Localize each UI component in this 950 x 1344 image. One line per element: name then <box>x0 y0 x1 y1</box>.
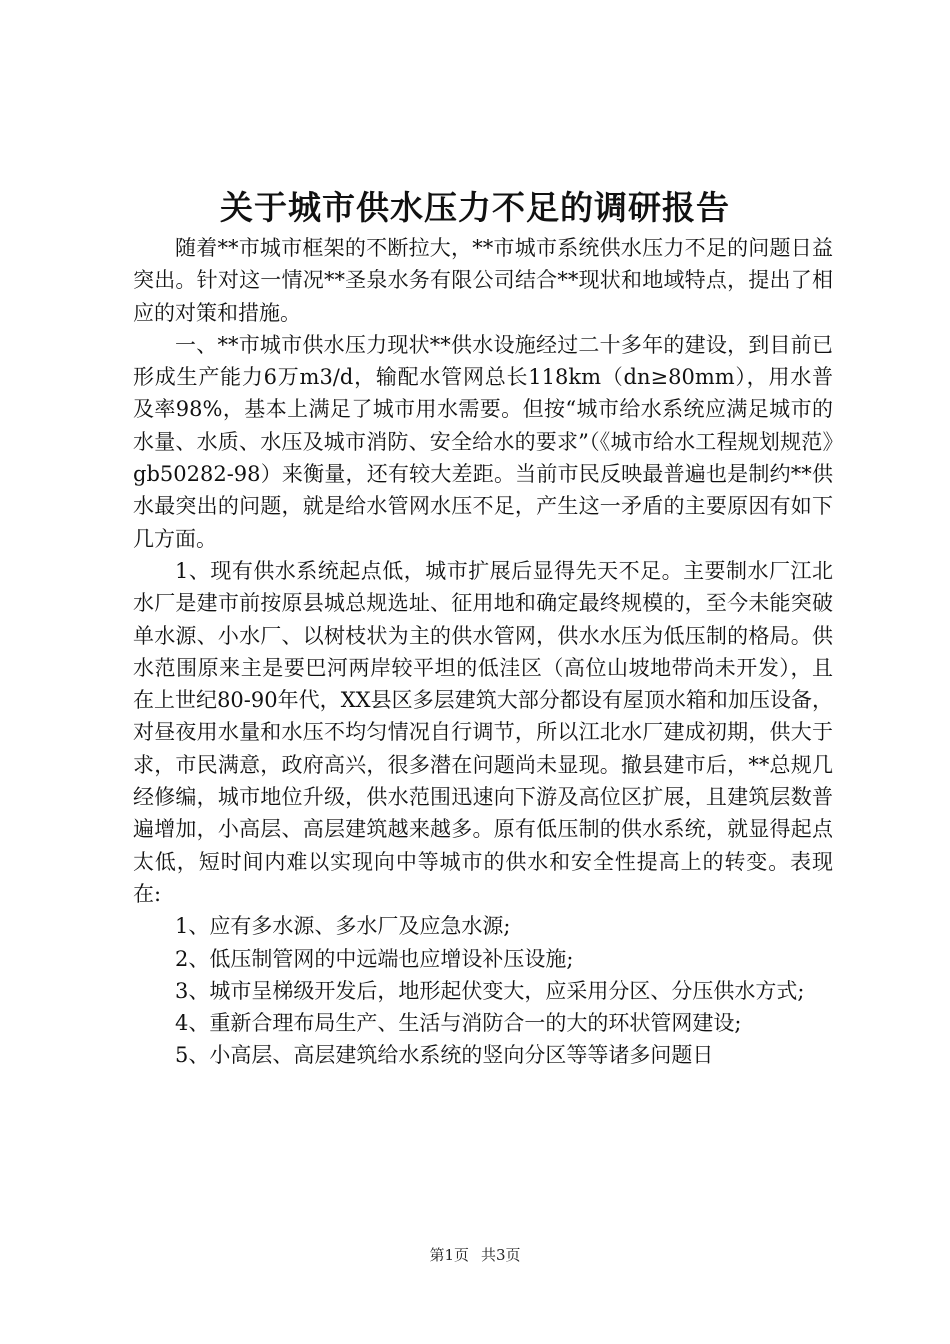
list-item: 3、城市呈梯级开发后，地形起伏变大，应采用分区、分压供水方式; <box>175 978 805 1003</box>
list-item: 4、重新合理布局生产、生活与消防合一的大的环状管网建设; <box>175 1011 742 1036</box>
list-item: 5、小高层、高层建筑给水系统的竖向分区等等诸多问题日 <box>175 1043 714 1068</box>
paragraph: 随着**市城市框架的不断拉大，**市城市系统供水压力不足的问题日益突出。针对这一情况**圣泉水务有限公司结合**现状和地域特点，提出了相应的对策和措施。 <box>133 236 833 325</box>
list-item: 1、应有多水源、多水厂及应急水源; <box>175 914 511 939</box>
paragraph: 一、**市城市供水压力现状**供水设施经过二十多年的建设，到目前已形成生产能力6万m3/d，输配水管网总长118km（dn≥80mm），用水普及率98%，基本上满足了城市用水需要。但按“城市给水系统应满足城市的水量、水质、水压及城市消防、安全给水的要求”（《城市给水工程规划规范》gb50282-98）来衡量，还有较大差距。当前市民反映最普遍也是制约**供水最突出的问题，就是给水管网水压不足，产生这一矛盾的主要原因有如下几方面。 <box>133 332 833 551</box>
page-total: 共3页 <box>481 1246 521 1264</box>
document-body <box>133 232 833 1072</box>
page-footer <box>0 1244 950 1266</box>
list-item: 2、低压制管网的中远端也应增设补压设施; <box>175 946 574 971</box>
paragraph: 1、现有供水系统起点低，城市扩展后显得先天不足。主要制水厂江北水厂是建市前按原县城总规选址、征用地和确定最终规模的，至今未能突破单水源、小水厂、以树枝状为主的供水管网，供水水压为低压制的格局。供水范围原来主是要巴河两岸较平坦的低洼区（高位山坡地带尚未开发），且在上世纪80-90年代，XX县区多层建筑大部分都设有屋顶水箱和加压设备，对昼夜用水量和水压不均匀情况自行调节，所以江北水厂建成初期，供大于求，市民满意，政府高兴，很多潜在问题尚未显现。撤县建市后，**总规几经修编，城市地位升级，供水范围迅速向下游及高位区扩展，且建筑层数普遍增加，小高层、高层建筑越来越多。原有低压制的供水系统，就显得起点太低，短时间内难以实现向中等城市的供水和安全性提高上的转变。表现在: <box>133 558 833 906</box>
page-number: 第1页 <box>429 1246 469 1264</box>
document-title: 关于城市供水压力不足的调研报告 <box>220 188 730 227</box>
